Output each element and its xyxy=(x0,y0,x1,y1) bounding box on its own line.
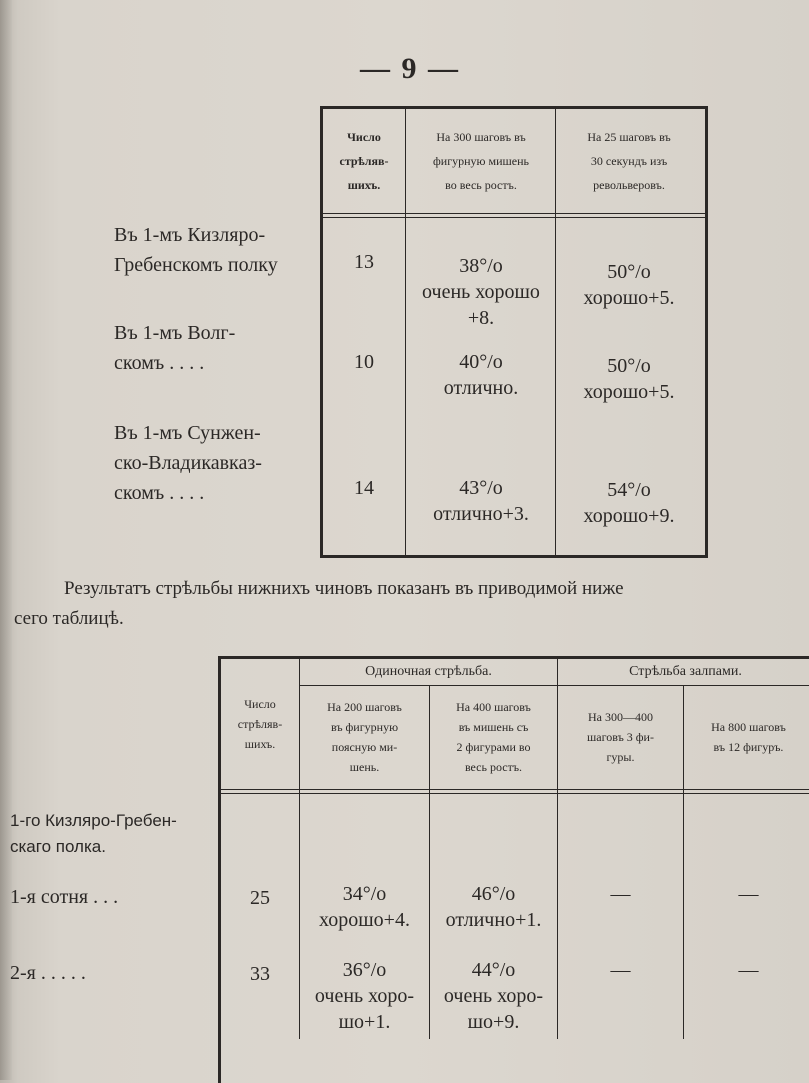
row2-300-result: 40°/o отлично. xyxy=(443,351,519,399)
row1-300-result: 38°/o очень хорошо +8. xyxy=(422,255,540,329)
t2-row2-count: 33 xyxy=(250,963,270,985)
page-number: — 9 — xyxy=(360,52,460,85)
header-divider xyxy=(221,789,809,790)
row3-count: 14 xyxy=(354,477,374,499)
paragraph-line2: сего таблицѣ. xyxy=(14,608,124,629)
table-lower-ranks xyxy=(218,656,809,1083)
t2-row1-label: 1-я сотня . . . xyxy=(10,886,119,908)
row1-count: 13 xyxy=(354,251,374,273)
t2-row2-300-400-result: — xyxy=(610,959,631,981)
header-divider xyxy=(323,213,705,214)
t2-row2-400-result: 44°/o очень хоро- шо+9. xyxy=(443,959,544,1033)
t2-section-label: 1-го Кизляро-Гребен- скаго полка. xyxy=(10,811,177,856)
t2-row1-400-result: 46°/o отлично+1. xyxy=(445,883,542,931)
row2-25-result: 50°/o хорошо+5. xyxy=(583,355,675,403)
header-count: Число стрѣляв- шихъ. xyxy=(339,130,389,192)
group-volley-fire: Стрѣльба залпами. xyxy=(629,664,742,679)
paragraph-line1: Результатъ стрѣльбы нижнихъ чиновъ показанъ въ приводимой ниже xyxy=(64,578,624,599)
row3-label: Въ 1-мъ Сунжен- ско-Владикавказ- скомъ . . . . xyxy=(114,422,262,504)
header-count: Число стрѣляв- шихъ. xyxy=(237,697,283,751)
t2-row2-200-result: 36°/o очень хоро- шо+1. xyxy=(314,959,415,1033)
t2-row1-300-400-result: — xyxy=(610,883,631,905)
t2-row1-200-result: 34°/o хорошо+4. xyxy=(319,883,410,931)
header-25-steps: На 25 шаговъ въ 30 секундъ изъ револьверовъ. xyxy=(587,130,671,192)
table-officers xyxy=(320,106,708,558)
t2-row2-800-result: — xyxy=(738,959,759,981)
row3-300-result: 43°/o отлично+3. xyxy=(433,477,529,525)
header-divider xyxy=(323,217,705,218)
row2-label: Въ 1-мъ Волг- скомъ . . . . xyxy=(114,322,236,374)
t2-row2-label: 2-я . . . . . xyxy=(10,962,86,984)
t2-row1-800-result: — xyxy=(738,883,759,905)
t2-row1-count: 25 xyxy=(250,887,270,909)
row2-count: 10 xyxy=(354,351,374,373)
group-single-fire: Одиночная стрѣльба. xyxy=(365,664,492,679)
header-divider xyxy=(221,793,809,794)
header-200-steps: На 200 шаговъ въ фигурную поясную ми- шень. xyxy=(327,700,402,774)
header-400-steps: На 400 шаговъ въ мишень съ 2 фигурами во весь ростъ. xyxy=(456,700,531,774)
header-300-steps: На 300 шаговъ въ фигурную мишень во весь ростъ. xyxy=(433,130,529,192)
header-800-steps: На 800 шаговъ въ 12 фигуръ. xyxy=(711,720,786,754)
row3-25-result: 54°/o хорошо+9. xyxy=(583,479,675,527)
row1-label: Въ 1-мъ Кизляро- Гребенскомъ полку xyxy=(114,224,278,276)
page-edge xyxy=(0,0,12,1080)
row1-25-result: 50°/o хорошо+5. xyxy=(583,261,675,309)
header-300-400-steps: На 300—400 шаговъ 3 фи- гуры. xyxy=(587,710,654,764)
